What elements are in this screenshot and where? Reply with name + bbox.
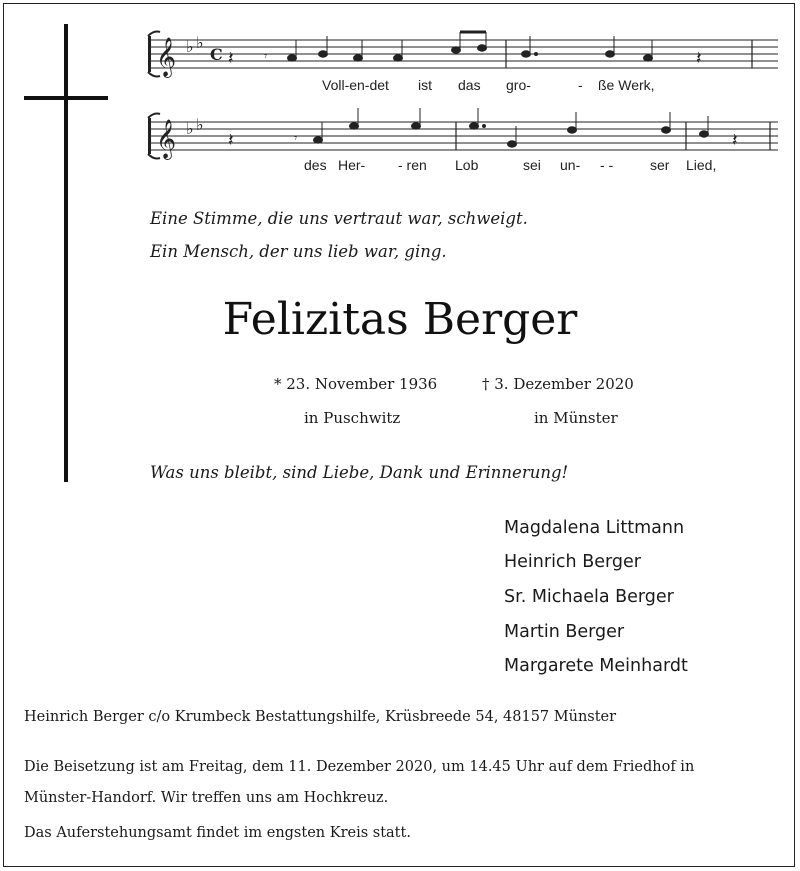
mourner-name: Magdalena Littmann — [504, 518, 685, 538]
svg-text:𝄾: 𝄾 — [294, 131, 298, 145]
lyric-syllable: des — [304, 157, 327, 173]
svg-text:𝄞: 𝄞 — [156, 37, 177, 77]
lyric-syllable: Lied, — [686, 157, 717, 173]
lyric-syllable: un- — [560, 157, 581, 173]
svg-text:𝄞: 𝄞 — [156, 119, 177, 159]
lyric-syllable: - - — [600, 157, 614, 173]
mourner-name: Martin Berger — [504, 622, 625, 642]
svg-text:𝄾: 𝄾 — [264, 49, 268, 63]
death-date: † 3. Dezember 2020 — [482, 375, 634, 393]
svg-text:♭: ♭ — [196, 115, 204, 134]
svg-text:𝄽: 𝄽 — [228, 130, 234, 151]
lyric-syllable: gro- — [506, 77, 531, 93]
verse-line: Eine Stimme, die uns vertraut war, schweigt. — [150, 209, 528, 228]
svg-text:♭: ♭ — [186, 37, 194, 56]
deceased-name: Felizitas Berger — [222, 294, 578, 345]
mourner-name: Sr. Michaela Berger — [504, 587, 674, 607]
cross-icon — [64, 24, 68, 482]
mourner-name: Margarete Meinhardt — [504, 656, 688, 676]
svg-text:𝄽: 𝄽 — [732, 130, 738, 151]
lyric-syllable: - — [578, 77, 583, 93]
lyric-syllable: sei — [523, 157, 541, 173]
svg-text:𝄽: 𝄽 — [228, 48, 234, 69]
lyric-syllable: ße Werk, — [598, 77, 655, 93]
death-place: in Münster — [534, 409, 618, 427]
svg-text:♭: ♭ — [196, 33, 204, 52]
lyric-syllable: Her- — [338, 157, 366, 173]
svg-text:𝄽: 𝄽 — [696, 48, 702, 69]
birth-date: * 23. November 1936 — [274, 375, 438, 393]
lyric-syllable: - ren — [398, 157, 427, 173]
lyric-syllable: ist — [418, 77, 432, 93]
sheet-music — [140, 18, 780, 178]
burial-info-line: Die Beisetzung ist am Freitag, dem 11. Dezember 2020, um 14.45 Uhr auf dem Friedhof in — [24, 759, 695, 775]
contact-address: Heinrich Berger c/o Krumbeck Bestattungshilfe, Krüsbreede 54, 48157 Münster — [24, 709, 617, 725]
lyric-syllable: Lob — [455, 157, 479, 173]
lyric-syllable: Voll-en-det — [322, 77, 389, 93]
service-note: Das Auferstehungsamt findet im engsten Kreis statt. — [24, 825, 411, 841]
svg-text:C: C — [210, 45, 223, 64]
birth-place: in Puschwitz — [304, 409, 401, 427]
mourner-name: Heinrich Berger — [504, 552, 641, 572]
cross-icon-bar — [24, 96, 108, 100]
closing-verse: Was uns bleibt, sind Liebe, Dank und Erinnerung! — [150, 463, 569, 482]
lyric-syllable: ser — [650, 157, 670, 173]
burial-info-line: Münster-Handorf. Wir treffen uns am Hochkreuz. — [24, 790, 389, 806]
verse-line: Ein Mensch, der uns lieb war, ging. — [150, 242, 447, 261]
lyric-syllable: das — [458, 77, 481, 93]
svg-text:♭: ♭ — [186, 119, 194, 138]
